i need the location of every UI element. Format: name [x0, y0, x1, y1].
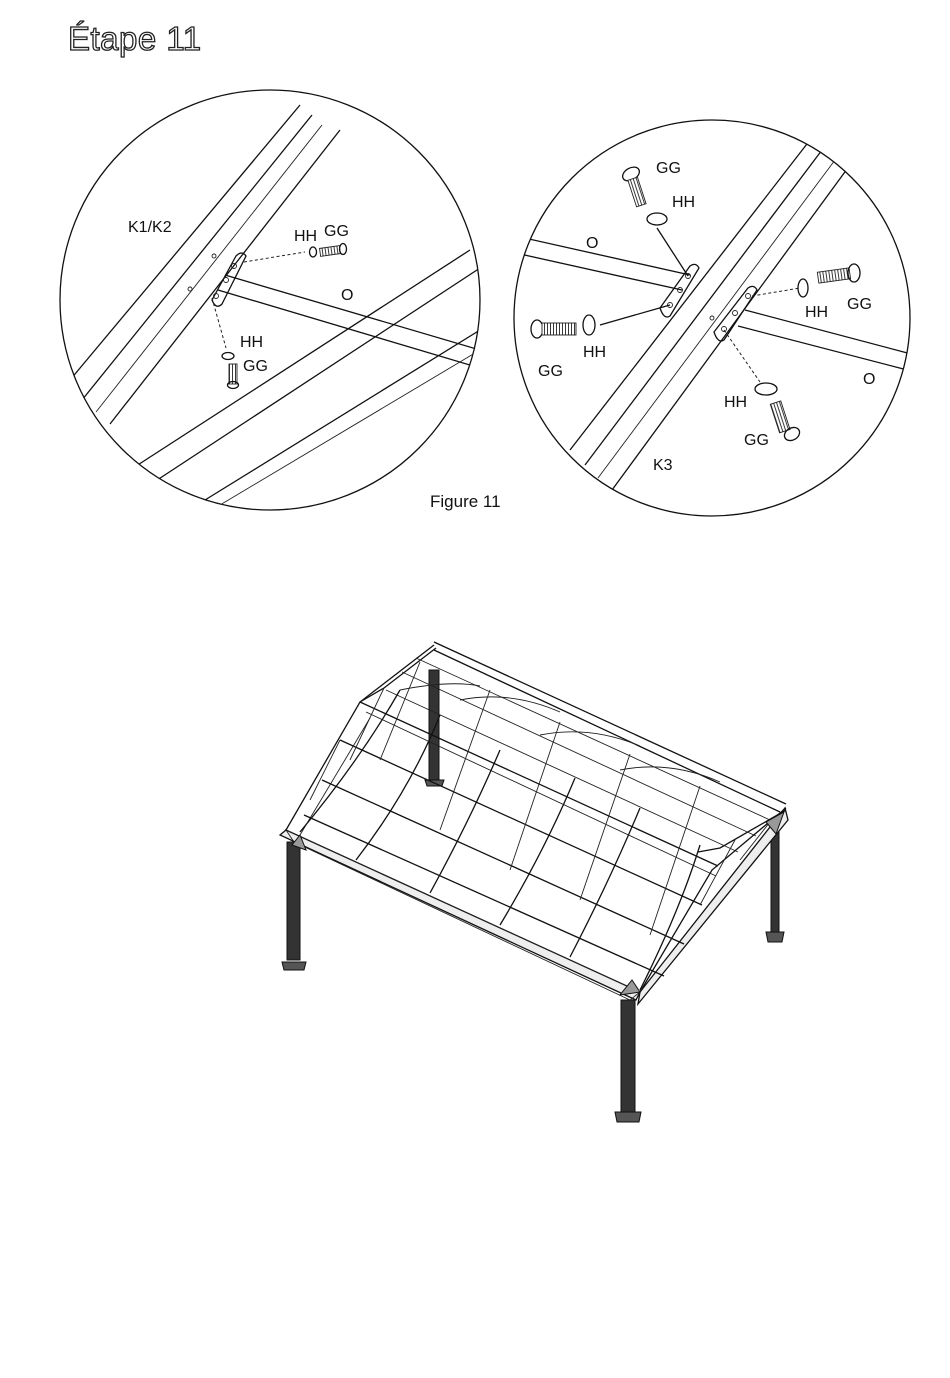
label-hh-lower: HH — [240, 334, 264, 351]
washer-icon — [583, 315, 595, 335]
label-hh-bottom: HH — [724, 394, 748, 411]
label-gg-lower: GG — [243, 358, 268, 375]
right-detail-circle — [514, 120, 915, 516]
figure-caption: Figure 11 — [430, 492, 501, 511]
bolt-icon — [228, 364, 239, 389]
label-gg-upper: GG — [324, 223, 349, 240]
label-beam-o-left: O — [586, 235, 599, 252]
bolt-icon — [817, 264, 860, 283]
bolt-icon — [770, 401, 802, 443]
label-hh-top: HH — [672, 194, 696, 211]
label-k3: K3 — [653, 457, 673, 474]
label-gg-right: GG — [847, 296, 872, 313]
step-title: Étape 11 — [68, 20, 202, 57]
label-hh-left: HH — [583, 344, 607, 361]
label-gg-top: GG — [656, 160, 681, 177]
label-k1-k2: K1/K2 — [128, 219, 172, 236]
washer-icon — [222, 353, 234, 360]
bolt-icon — [620, 164, 646, 207]
label-gg-bottom: GG — [744, 432, 769, 449]
left-detail-circle — [60, 90, 480, 510]
washer-icon — [755, 383, 777, 395]
label-hh-upper: HH — [294, 228, 318, 245]
label-beam-o: O — [341, 287, 354, 304]
label-hh-right: HH — [805, 304, 829, 321]
gazebo-posts — [282, 670, 784, 1122]
washer-icon — [647, 213, 667, 225]
bolt-icon — [531, 320, 576, 338]
gazebo-illustration — [280, 642, 788, 1122]
bolt-icon — [320, 244, 347, 257]
label-beam-o-right: O — [863, 371, 876, 388]
label-gg-left: GG — [538, 363, 563, 380]
right-detail-right-bracket — [710, 286, 757, 341]
washer-icon — [798, 279, 808, 297]
washer-icon — [310, 247, 317, 257]
